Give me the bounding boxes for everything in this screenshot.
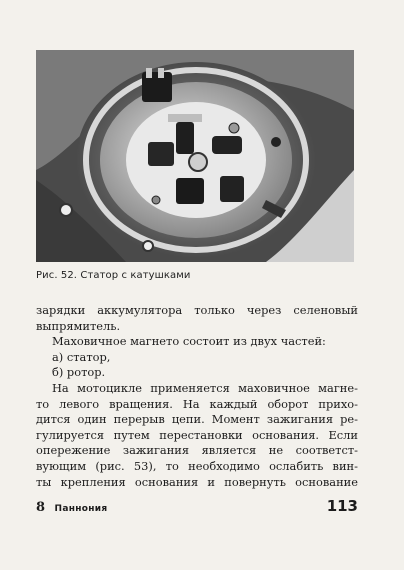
text-line: выпрямитель. bbox=[36, 318, 121, 333]
text-line: дится один перерыв цепи. Момент зажигания ре- bbox=[36, 412, 358, 427]
page-number: 113 bbox=[326, 497, 358, 515]
text-line: Маховичное магнето состоит из двух частей: bbox=[52, 334, 326, 349]
text-line: опережение зажигания является не соответст- bbox=[36, 443, 358, 458]
text-line: то левого вращения. На каждый оборот прихо- bbox=[36, 396, 358, 411]
text-line: вующим (рис. 53), то необходимо ослабить вин- bbox=[36, 458, 358, 473]
signature-mark bbox=[36, 500, 107, 515]
text-line: ты крепления основания и повернуть основание bbox=[36, 474, 358, 489]
text-line: б) ротор. bbox=[52, 365, 106, 380]
text-line: На мотоцикле применяется маховичное магне- bbox=[52, 380, 358, 395]
stator-photo bbox=[36, 50, 354, 262]
signature-name: Паннония bbox=[54, 504, 108, 514]
stator-photo-icon bbox=[36, 50, 354, 262]
text-line: зарядки аккумулятора только через селеновый bbox=[36, 303, 358, 317]
text-line: а) статор, bbox=[52, 349, 111, 364]
body-text bbox=[36, 303, 358, 490]
signature-number: 8 bbox=[36, 500, 46, 515]
caption-text: Статор с катушками bbox=[80, 270, 191, 281]
caption-label: Рис. 52. bbox=[36, 270, 78, 281]
figure-caption bbox=[36, 270, 356, 281]
text-line: гулируется путем перестановки основания. Если bbox=[36, 427, 358, 442]
